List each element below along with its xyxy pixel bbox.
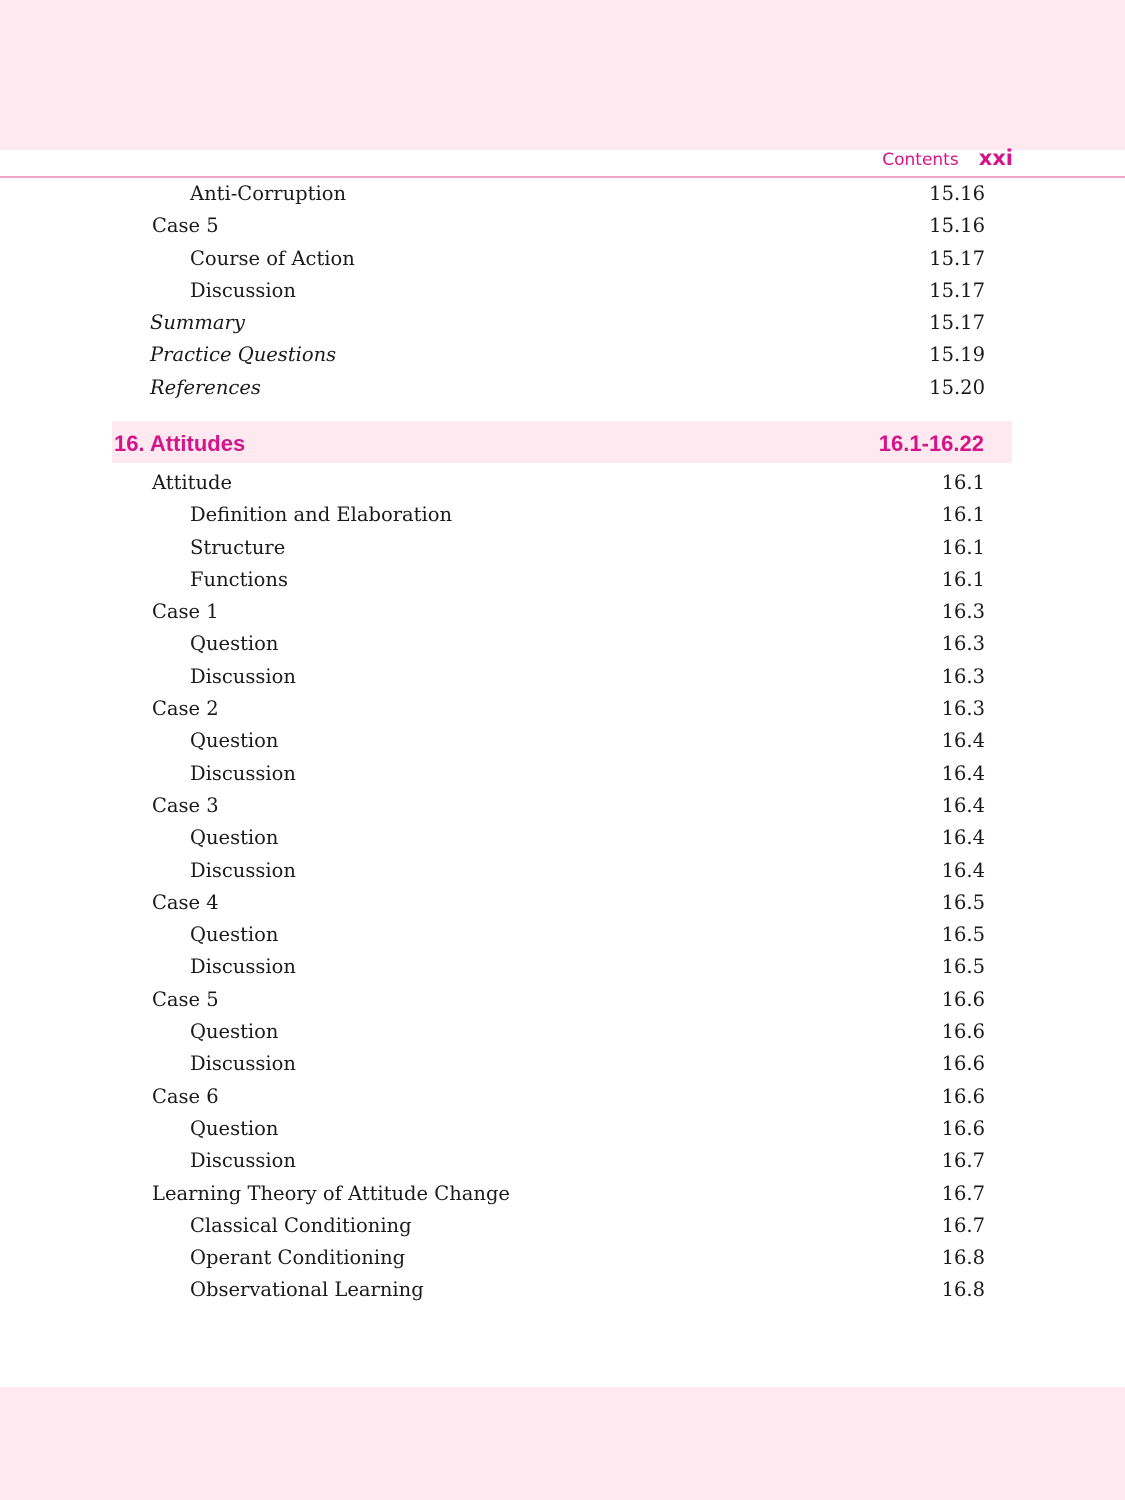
toc-entry[interactable] [0, 565, 1125, 597]
toc-entry-title: Practice Questions [150, 343, 337, 367]
toc-entry[interactable] [0, 1275, 1125, 1307]
toc-entry-page: 16.3 [941, 600, 985, 624]
toc-entry[interactable] [0, 468, 1125, 500]
toc-entry-page: 15.17 [929, 278, 985, 302]
running-head [882, 146, 1013, 170]
toc-entry-title: Case 5 [152, 987, 219, 1011]
toc-entry-title: Operant Conditioning [190, 1246, 406, 1270]
toc-entry[interactable] [0, 211, 1125, 243]
toc-entry[interactable] [0, 276, 1125, 308]
toc-entry-page: 16.1 [941, 471, 985, 494]
toc-entry-page: 16.6 [941, 1116, 985, 1140]
toc-entry-title: Structure [190, 535, 286, 559]
toc-entry-title: Functions [190, 567, 288, 591]
toc-entry[interactable] [0, 1179, 1125, 1211]
toc-entry-page: 16.5 [941, 890, 985, 914]
toc-entry[interactable] [0, 1082, 1125, 1114]
toc-entry-page: 16.5 [941, 923, 985, 947]
toc-entry-title: Discussion [190, 1052, 296, 1076]
toc-entry-page: 16.7 [941, 1149, 985, 1173]
toc-entry-title: Learning Theory of Attitude Change [152, 1181, 510, 1205]
toc-entry-page: 15.19 [929, 343, 985, 367]
toc-entry[interactable] [0, 823, 1125, 855]
toc-entry[interactable] [0, 1049, 1125, 1081]
toc-entry-page: 16.4 [941, 793, 985, 817]
toc-entry-title: Discussion [190, 1149, 296, 1173]
header-rule [0, 176, 1125, 178]
toc-entry-page: 16.7 [941, 1213, 985, 1237]
toc-entry-page: 15.17 [929, 246, 985, 270]
toc-entry[interactable] [0, 629, 1125, 661]
toc-entry-page: 16.1 [941, 503, 985, 527]
toc-entry-title: Course of Action [190, 246, 355, 270]
toc-entry-title: Question [190, 632, 279, 656]
chapter-heading[interactable] [112, 421, 1012, 463]
toc-entry[interactable] [0, 1146, 1125, 1178]
toc-entry-title: Classical Conditioning [190, 1213, 412, 1237]
toc-entries-chapter-15 [0, 179, 1125, 405]
toc-entry-title: Question [190, 1020, 279, 1044]
toc-entry-title: Case 4 [152, 890, 219, 914]
toc-entry-title: Definition and Elaboration [190, 503, 453, 527]
toc-entry-title: Summary [150, 311, 245, 335]
header-band [0, 0, 1125, 150]
toc-entry[interactable] [0, 533, 1125, 565]
toc-entry-title: Discussion [190, 955, 296, 979]
toc-entry-page: 16.4 [941, 858, 985, 882]
toc-entry-title: Question [190, 1116, 279, 1140]
toc-entry-title: Case 1 [152, 600, 219, 624]
toc-entry[interactable] [0, 791, 1125, 823]
toc-entry-page: 15.16 [929, 182, 985, 205]
toc-entry-page: 16.1 [941, 567, 985, 591]
toc-entry-title: Discussion [190, 278, 296, 302]
toc-entry-page: 16.6 [941, 1052, 985, 1076]
toc-entry[interactable] [0, 662, 1125, 694]
toc-entry-page: 16.8 [941, 1246, 985, 1270]
toc-entry-page: 16.7 [941, 1181, 985, 1205]
toc-entry[interactable] [0, 920, 1125, 952]
toc-entry[interactable] [0, 308, 1125, 340]
toc-entry-page: 16.6 [941, 1020, 985, 1044]
toc-entry-page: 16.3 [941, 632, 985, 656]
running-head-label: Contents [882, 150, 959, 170]
toc-entry-title: Observational Learning [190, 1278, 424, 1302]
toc-entry-title: Case 5 [152, 214, 219, 238]
toc-entry-page: 16.4 [941, 729, 985, 753]
toc-entry[interactable] [0, 888, 1125, 920]
toc-entry-page: 16.5 [941, 955, 985, 979]
footer-band [0, 1387, 1125, 1500]
toc-entry[interactable] [0, 1211, 1125, 1243]
toc-entry-title: Case 6 [152, 1084, 219, 1108]
toc-entry[interactable] [0, 856, 1125, 888]
toc-entry-title: Anti-Corruption [190, 182, 347, 205]
toc-entry-title: Question [190, 826, 279, 850]
toc-entry-page: 16.8 [941, 1278, 985, 1302]
toc-entry-title: Question [190, 729, 279, 753]
toc-entry[interactable] [0, 244, 1125, 276]
toc-entry[interactable] [0, 1114, 1125, 1146]
toc-entry[interactable] [0, 340, 1125, 372]
toc-entry[interactable] [0, 726, 1125, 758]
toc-entry-page: 16.3 [941, 697, 985, 721]
toc-entry-title: Case 2 [152, 697, 219, 721]
toc-entry[interactable] [0, 759, 1125, 791]
toc-entry-page: 16.4 [941, 826, 985, 850]
toc-entry-title: Discussion [190, 664, 296, 688]
toc-entry[interactable] [0, 179, 1125, 211]
toc-entry-page: 16.6 [941, 1084, 985, 1108]
toc-entry[interactable] [0, 597, 1125, 629]
toc-entry-page: 15.16 [929, 214, 985, 238]
toc-entry-page: 15.17 [929, 311, 985, 335]
toc-entry[interactable] [0, 500, 1125, 532]
toc-entry[interactable] [0, 373, 1125, 405]
toc-entry-page: 16.1 [941, 535, 985, 559]
toc-entry[interactable] [0, 952, 1125, 984]
toc-entry-title: Discussion [190, 761, 296, 785]
toc-entry-title: Question [190, 923, 279, 947]
chapter-page-range: 16.1-16.22 [878, 431, 984, 456]
toc-entry-title: Case 3 [152, 793, 219, 817]
toc-entry[interactable] [0, 985, 1125, 1017]
toc-entry-page: 16.6 [941, 987, 985, 1011]
toc-entry-title: References [150, 375, 261, 399]
chapter-title: 16. Attitudes [114, 431, 246, 456]
toc-entry-title: Attitude [152, 471, 233, 494]
toc-entry-page: 16.4 [941, 761, 985, 785]
toc-entry[interactable] [0, 1243, 1125, 1275]
toc-entries-chapter-16 [0, 468, 1125, 1308]
toc-entry[interactable] [0, 694, 1125, 726]
toc-entry-title: Discussion [190, 858, 296, 882]
page-number: xxi [978, 146, 1013, 170]
toc-entry-page: 15.20 [929, 375, 985, 399]
toc-entry-page: 16.3 [941, 664, 985, 688]
toc-entry[interactable] [0, 1017, 1125, 1049]
